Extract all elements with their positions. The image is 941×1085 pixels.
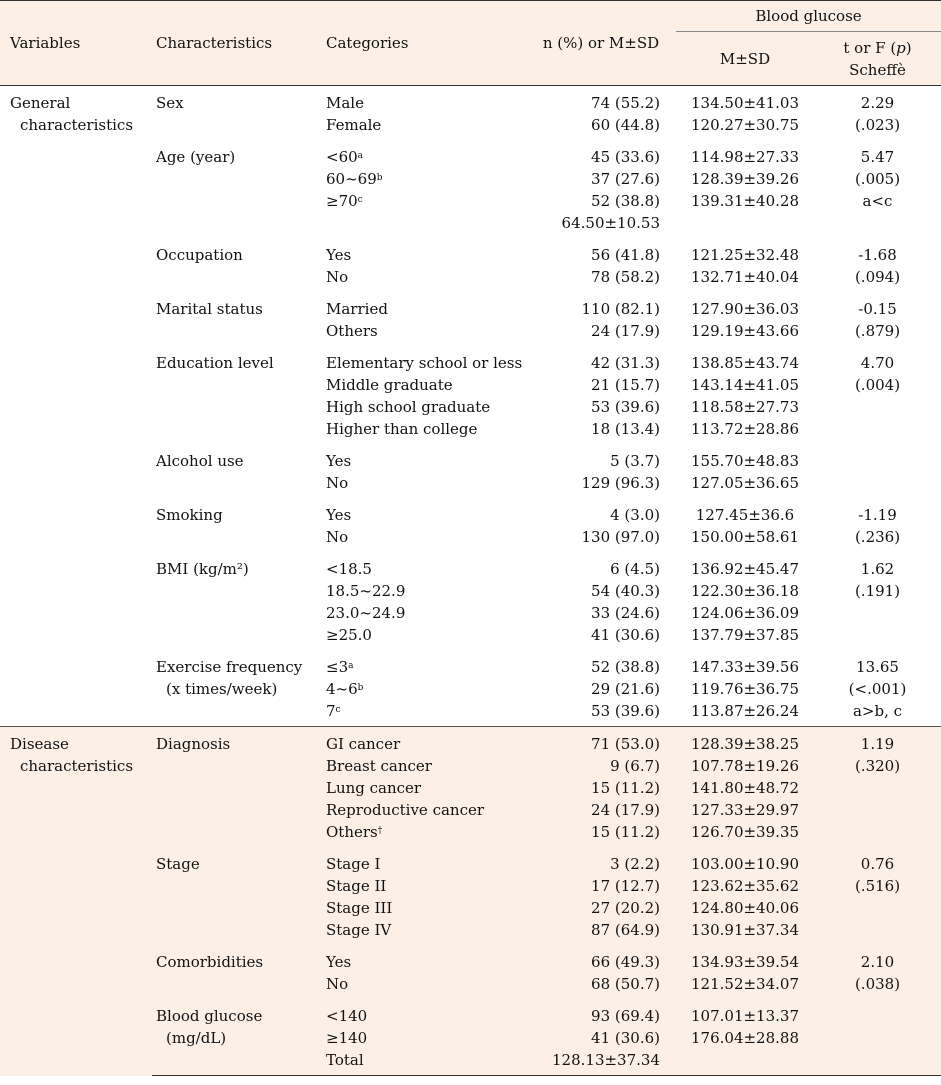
n-pct-cell — [526, 552, 676, 650]
n-pct-cell-line: 54 (40.3) — [591, 582, 660, 600]
msd-cell-line: 129.19±43.66 — [691, 322, 799, 340]
tf-cell-line: 2.29 — [860, 94, 895, 112]
n-pct-cell — [526, 999, 676, 1076]
n-pct-cell-line: 41 (30.6) — [591, 1029, 660, 1047]
tf-cell — [814, 727, 941, 848]
n-pct-cell — [526, 498, 676, 552]
tf-cell-line: 1.62 — [860, 560, 895, 578]
characteristic-cell-line: Occupation — [156, 246, 243, 264]
n-pct-cell — [526, 292, 676, 346]
category-cell-line: Stage I — [326, 855, 381, 873]
table-body — [0, 86, 941, 1076]
tf-cell-line: 1.19 — [860, 735, 895, 753]
tf-cell-line: 2.10 — [860, 953, 895, 971]
table-row — [0, 86, 941, 141]
msd-cell-line: 130.91±37.34 — [691, 921, 799, 939]
tf-cell — [814, 945, 941, 999]
msd-cell-line: 128.39±38.25 — [691, 735, 799, 753]
category-cell — [322, 847, 526, 945]
msd-cell-line: 143.14±41.05 — [691, 376, 799, 394]
n-pct-cell-line: 130 (97.0) — [581, 528, 660, 546]
category-cell — [322, 999, 526, 1076]
characteristic-cell-line: Sex — [156, 94, 184, 112]
characteristic-cell-line: Comorbidities — [156, 953, 264, 971]
msd-cell — [676, 727, 814, 848]
tf-cell — [814, 140, 941, 238]
msd-cell-line: 123.62±35.62 — [691, 877, 799, 895]
characteristic-cell — [152, 999, 322, 1076]
msd-cell-line: 127.05±36.65 — [691, 474, 799, 492]
n-pct-cell-line: 15 (11.2) — [591, 779, 660, 797]
category-cell-line: Lung cancer — [326, 779, 422, 797]
category-cell — [322, 650, 526, 727]
category-cell — [322, 238, 526, 292]
n-pct-cell-line: 52 (38.8) — [591, 658, 660, 676]
msd-cell-line: 121.52±34.07 — [691, 975, 799, 993]
msd-cell-line: 107.78±19.26 — [691, 757, 799, 775]
variable-group-label — [0, 727, 152, 1076]
msd-cell-line: 124.80±40.06 — [691, 899, 799, 917]
n-pct-cell — [526, 86, 676, 141]
category-cell-line: Stage II — [326, 877, 387, 895]
msd-cell-line: 120.27±30.75 — [691, 116, 799, 134]
msd-cell-line: 132.71±40.04 — [691, 268, 799, 286]
variable-label-line: characteristics — [20, 116, 134, 134]
n-pct-cell-line: 128.13±37.34 — [552, 1051, 660, 1069]
tf-cell-line: 0.76 — [860, 855, 895, 873]
category-cell — [322, 140, 526, 238]
tf-cell — [814, 552, 941, 650]
characteristic-cell — [152, 140, 322, 238]
category-cell-line: Yes — [326, 506, 352, 524]
category-cell-line: GI cancer — [326, 735, 401, 753]
n-pct-cell-line: 6 (4.5) — [610, 560, 660, 578]
category-cell-line: Higher than college — [326, 420, 478, 438]
n-pct-cell-line: 24 (17.9) — [591, 322, 660, 340]
category-cell-line: Elementary school or less — [326, 354, 523, 372]
n-pct-cell-line: 53 (39.6) — [591, 702, 660, 720]
n-pct-cell-line: 68 (50.7) — [591, 975, 660, 993]
msd-cell — [676, 945, 814, 999]
msd-cell-line: 113.87±26.24 — [691, 702, 799, 720]
characteristic-cell — [152, 650, 322, 727]
tf-cell — [814, 86, 941, 141]
n-pct-cell — [526, 444, 676, 498]
msd-cell-line: 107.01±13.37 — [691, 1007, 799, 1025]
tf-cell-line: -1.68 — [858, 246, 897, 264]
header-row-1 — [0, 1, 941, 32]
category-cell — [322, 945, 526, 999]
tf-cell — [814, 444, 941, 498]
tf-cell — [814, 346, 941, 444]
tf-cell-line: (.004) — [854, 376, 901, 394]
n-pct-cell — [526, 346, 676, 444]
tf-cell-line: (.236) — [854, 528, 901, 546]
characteristic-cell — [152, 292, 322, 346]
n-pct-cell-line: 24 (17.9) — [591, 801, 660, 819]
n-pct-cell-line: 21 (15.7) — [591, 376, 660, 394]
category-cell-line: Yes — [326, 246, 352, 264]
tf-cell-line: (.094) — [854, 268, 901, 286]
msd-cell — [676, 140, 814, 238]
msd-cell — [676, 498, 814, 552]
msd-cell-line: 113.72±28.86 — [691, 420, 799, 438]
tf-cell-line: (<.001) — [848, 680, 907, 698]
characteristic-cell — [152, 238, 322, 292]
n-pct-cell-line: 45 (33.6) — [591, 148, 660, 166]
n-pct-cell-line: 53 (39.6) — [591, 398, 660, 416]
category-cell-line: High school graduate — [326, 398, 491, 416]
characteristic-cell — [152, 945, 322, 999]
footnote-marker: c — [357, 195, 363, 205]
category-cell-line: Yes — [326, 452, 352, 470]
msd-cell-line: 124.06±36.09 — [691, 604, 799, 622]
n-pct-cell-line: 110 (82.1) — [581, 300, 660, 318]
variable-label-line: Disease — [10, 735, 69, 753]
characteristic-cell — [152, 498, 322, 552]
category-cell-line: 4~6$^b$ — [326, 680, 364, 698]
category-cell-line: $<60^a$ — [326, 148, 364, 166]
category-cell-line: No — [326, 474, 349, 492]
header-t-or-f-line1: t or F (p) — [843, 38, 912, 57]
n-pct-cell-line: 17 (12.7) — [591, 877, 660, 895]
tf-cell — [814, 498, 941, 552]
n-pct-cell-line: 93 (69.4) — [591, 1007, 660, 1025]
msd-cell — [676, 552, 814, 650]
header-characteristics: Characteristics — [152, 1, 322, 86]
category-cell-line: $\ge 70^c$ — [326, 192, 363, 210]
n-pct-cell-line: 87 (64.9) — [591, 921, 660, 939]
characteristic-cell-line: Blood glucose — [156, 1007, 263, 1025]
n-pct-cell-line: 4 (3.0) — [610, 506, 660, 524]
category-cell-line: 60~69$^b$ — [326, 170, 383, 188]
characteristic-cell-line: BMI (kg/m²) — [156, 560, 249, 578]
category-cell-line: Female — [326, 116, 382, 134]
category-cell-line: No — [326, 528, 349, 546]
category-cell-line: No — [326, 975, 349, 993]
category-cell — [322, 346, 526, 444]
n-pct-cell — [526, 727, 676, 848]
category-cell — [322, 727, 526, 848]
msd-cell-line: 119.76±36.75 — [691, 680, 799, 698]
category-cell — [322, 552, 526, 650]
category-cell-line: Others — [326, 322, 378, 340]
n-pct-cell-line: 33 (24.6) — [591, 604, 660, 622]
msd-cell-line: 134.50±41.03 — [691, 94, 799, 112]
category-cell-line: <140 — [326, 1007, 368, 1025]
n-pct-cell-line: 74 (55.2) — [591, 94, 660, 112]
n-pct-cell — [526, 945, 676, 999]
msd-cell — [676, 999, 814, 1076]
category-cell-line: Married — [326, 300, 388, 318]
msd-cell-line: 155.70±48.83 — [691, 452, 799, 470]
characteristic-cell-line: Alcohol use — [156, 452, 244, 470]
msd-cell — [676, 86, 814, 141]
msd-cell-line: 118.58±27.73 — [691, 398, 799, 416]
category-cell — [322, 498, 526, 552]
tf-cell — [814, 650, 941, 727]
tf-cell-line: 4.70 — [860, 354, 895, 372]
msd-cell-line: 127.33±29.97 — [691, 801, 799, 819]
msd-cell-line: 126.70±39.35 — [691, 823, 799, 841]
n-pct-cell-line: 41 (30.6) — [591, 626, 660, 644]
msd-cell-line: 150.00±58.61 — [691, 528, 799, 546]
category-cell-line: Middle graduate — [326, 376, 453, 394]
msd-cell-line: 138.85±43.74 — [691, 354, 799, 372]
category-cell-line: Others† — [326, 823, 383, 841]
header-msd: M±SD — [676, 32, 814, 86]
characteristic-cell-line: Education level — [156, 354, 274, 372]
footnote-marker: a — [357, 151, 364, 161]
category-cell-line: $\le 3^a$ — [326, 658, 354, 676]
category-cell — [322, 444, 526, 498]
characteristic-cell — [152, 847, 322, 945]
category-cell-line: <18.5 — [326, 560, 372, 578]
n-pct-cell-line: 3 (2.2) — [610, 855, 660, 873]
category-cell-line: Yes — [326, 953, 352, 971]
tf-cell-line: (.516) — [854, 877, 901, 895]
tf-cell-line: (.023) — [854, 116, 901, 134]
header-variables: Variables — [0, 1, 152, 86]
n-pct-cell-line: 42 (31.3) — [591, 354, 660, 372]
tf-cell-line: (.191) — [854, 582, 901, 600]
category-cell-line: 23.0~24.9 — [326, 604, 406, 622]
characteristic-cell-line: Diagnosis — [156, 735, 231, 753]
header-t-or-f-line2: Scheffè — [849, 60, 906, 79]
msd-cell — [676, 238, 814, 292]
category-cell — [322, 292, 526, 346]
characteristic-cell — [152, 346, 322, 444]
category-cell-line: 7$^c$ — [326, 702, 341, 720]
tf-cell-line: (.320) — [854, 757, 901, 775]
n-pct-cell-line: 60 (44.8) — [591, 116, 660, 134]
footnote-marker: b — [376, 173, 383, 183]
tf-cell — [814, 999, 941, 1076]
n-pct-cell-line: 29 (21.6) — [591, 680, 660, 698]
header-t-or-f — [814, 32, 941, 86]
n-pct-cell-line: 71 (53.0) — [591, 735, 660, 753]
n-pct-cell — [526, 140, 676, 238]
n-pct-cell-line: 37 (27.6) — [591, 170, 660, 188]
msd-cell — [676, 444, 814, 498]
tf-cell-line: -1.19 — [858, 506, 897, 524]
characteristic-cell-line: Marital status — [156, 300, 263, 318]
tf-cell-line: (.038) — [854, 975, 901, 993]
characteristic-cell-line: Smoking — [156, 506, 223, 524]
table-row — [0, 727, 941, 848]
category-cell — [322, 86, 526, 141]
n-pct-cell — [526, 238, 676, 292]
tf-cell — [814, 292, 941, 346]
n-pct-cell-line: 5 (3.7) — [610, 452, 660, 470]
msd-cell-line: 114.98±27.33 — [691, 148, 799, 166]
characteristic-cell — [152, 86, 322, 141]
header-blood-glucose: Blood glucose — [676, 1, 941, 32]
n-pct-cell-line: 56 (41.8) — [591, 246, 660, 264]
msd-cell-line: 128.39±39.26 — [691, 170, 799, 188]
msd-cell-line: 134.93±39.54 — [691, 953, 799, 971]
n-pct-cell-line: 64.50±10.53 — [561, 214, 660, 232]
category-cell-line: 18.5~22.9 — [326, 582, 406, 600]
category-cell-line: Stage III — [326, 899, 393, 917]
n-pct-cell — [526, 650, 676, 727]
category-cell-line: ≥25.0 — [326, 626, 372, 644]
n-pct-cell-line: 9 (6.7) — [610, 757, 660, 775]
msd-cell-line: 141.80±48.72 — [691, 779, 799, 797]
msd-cell-line: 121.25±32.48 — [691, 246, 799, 264]
characteristic-cell — [152, 552, 322, 650]
msd-cell-line: 176.04±28.88 — [691, 1029, 799, 1047]
tf-cell-line: -0.15 — [858, 300, 897, 318]
tf-cell — [814, 238, 941, 292]
characteristic-cell-line: (x times/week) — [166, 680, 278, 698]
header-n-pct: n (%) or M±SD — [526, 1, 676, 86]
category-cell-line: Total — [326, 1051, 364, 1069]
footnote-marker: c — [335, 705, 341, 715]
tf-cell-line: 5.47 — [860, 148, 895, 166]
msd-cell-line: 127.45±36.6 — [695, 506, 795, 524]
tf-cell — [814, 847, 941, 945]
category-cell-line: No — [326, 268, 349, 286]
tf-cell-line: a>b, c — [852, 702, 903, 720]
characteristic-cell-line: Exercise frequency — [156, 658, 303, 676]
footnote-marker: b — [357, 683, 364, 693]
category-cell-line: Breast cancer — [326, 757, 432, 775]
msd-cell-line: 137.79±37.85 — [691, 626, 799, 644]
n-pct-cell-line: 18 (13.4) — [591, 420, 660, 438]
characteristic-cell-line: Stage — [156, 855, 200, 873]
header-categories: Categories — [322, 1, 526, 86]
footnote-marker: a — [348, 661, 354, 671]
category-cell-line: Reproductive cancer — [326, 801, 485, 819]
characteristic-cell-line: Age (year) — [156, 148, 236, 166]
category-cell-line: ≥140 — [326, 1029, 368, 1047]
characteristic-cell — [152, 727, 322, 848]
variable-label-line: characteristics — [20, 757, 134, 775]
msd-cell — [676, 847, 814, 945]
msd-cell-line: 136.92±45.47 — [691, 560, 799, 578]
category-cell-line: Stage IV — [326, 921, 392, 939]
msd-cell — [676, 346, 814, 444]
tf-cell-line: (.879) — [854, 322, 901, 340]
msd-cell — [676, 292, 814, 346]
n-pct-cell — [526, 847, 676, 945]
msd-cell — [676, 650, 814, 727]
msd-cell-line: 122.30±36.18 — [691, 582, 799, 600]
footnote-marker: † — [377, 826, 383, 836]
n-pct-cell-line: 129 (96.3) — [581, 474, 660, 492]
n-pct-cell-line: 15 (11.2) — [591, 823, 660, 841]
n-pct-cell-line: 27 (20.2) — [591, 899, 660, 917]
tf-cell-line: 13.65 — [856, 658, 899, 676]
n-pct-cell-line: 66 (49.3) — [591, 953, 660, 971]
variable-label-line: General — [10, 94, 71, 112]
variable-group-label — [0, 86, 152, 727]
msd-cell-line: 147.33±39.56 — [691, 658, 799, 676]
msd-cell-line: 139.31±40.28 — [691, 192, 799, 210]
msd-cell-line: 127.90±36.03 — [691, 300, 799, 318]
n-pct-cell-line: 78 (58.2) — [591, 268, 660, 286]
tf-cell-line: a<c — [862, 192, 893, 210]
characteristic-cell — [152, 444, 322, 498]
n-pct-cell-line: 52 (38.8) — [591, 192, 660, 210]
tf-cell-line: (.005) — [854, 170, 901, 188]
msd-cell-line: 103.00±10.90 — [691, 855, 799, 873]
category-cell-line: Male — [326, 94, 364, 112]
characteristic-cell-line: (mg/dL) — [166, 1029, 227, 1047]
